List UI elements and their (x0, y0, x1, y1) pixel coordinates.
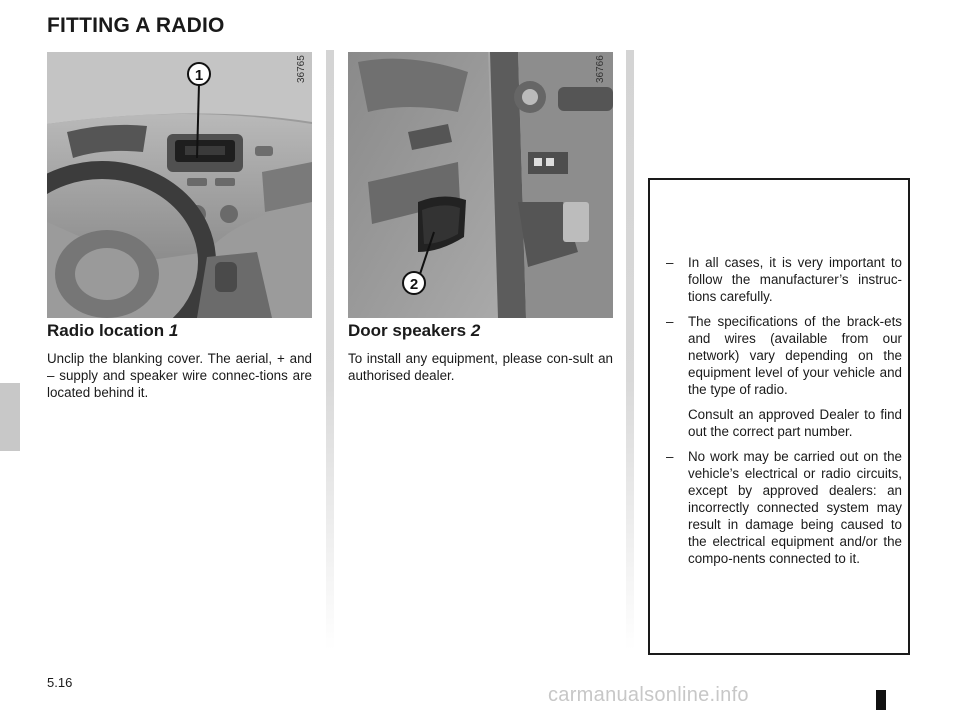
note-dash: – (666, 255, 674, 270)
note-dash: – (666, 314, 674, 329)
section-tab (0, 383, 20, 451)
note-dash: – (666, 449, 674, 464)
note-item (666, 448, 902, 567)
door-speaker-photo (348, 52, 613, 318)
door-speakers-text: To install any equipment, please con-sult an authorised dealer. (348, 351, 613, 383)
marker-2: 2 (409, 276, 419, 293)
photo-reference-36765: 36765 (296, 55, 307, 83)
radio-location-heading-number: 1 (168, 321, 179, 340)
page-title: FITTING A RADIO (47, 14, 225, 37)
column-divider-left (326, 50, 334, 650)
note-item (666, 254, 902, 305)
column-divider-right (626, 50, 634, 650)
watermark: carmanualsonline.info (548, 684, 749, 706)
note-text: The specifications of the brack-ets and wires (available from our network) vary depending on the equipment level of your vehicle and the type of radio. (688, 314, 902, 397)
note-text: No work may be carried out on the vehicle’s electrical or radio circuits, except by approved dealers: an incorrectly connected system may result in damage being caused to the electrical equipment and/or the compo-nents connected to it. (688, 449, 902, 566)
note-item (666, 313, 902, 440)
note-text: In all cases, it is very important to follow the manufacturer’s instruc-tions carefully. (688, 255, 902, 304)
notes-list (666, 254, 902, 575)
radio-location-text: Unclip the blanking cover. The aerial, + and – supply and speaker wire connec-tions are located behind it. (47, 351, 312, 400)
important-notes-box (648, 178, 910, 655)
radio-location-heading-label: Radio location (47, 321, 165, 340)
door-speakers-heading-label: Door speakers (348, 321, 467, 340)
door-speakers-heading-number: 2 (470, 321, 481, 340)
radio-location-heading (47, 321, 178, 341)
marker-1: 1 (194, 67, 204, 84)
door-speakers-heading (348, 321, 480, 341)
page-number: 5.16 (47, 675, 73, 690)
photo-reference-36766: 36766 (595, 55, 606, 83)
dashboard-photo (47, 52, 312, 318)
corner-mark (876, 690, 886, 710)
note-subtext: Consult an approved Dealer to find out the correct part number. (688, 407, 902, 439)
